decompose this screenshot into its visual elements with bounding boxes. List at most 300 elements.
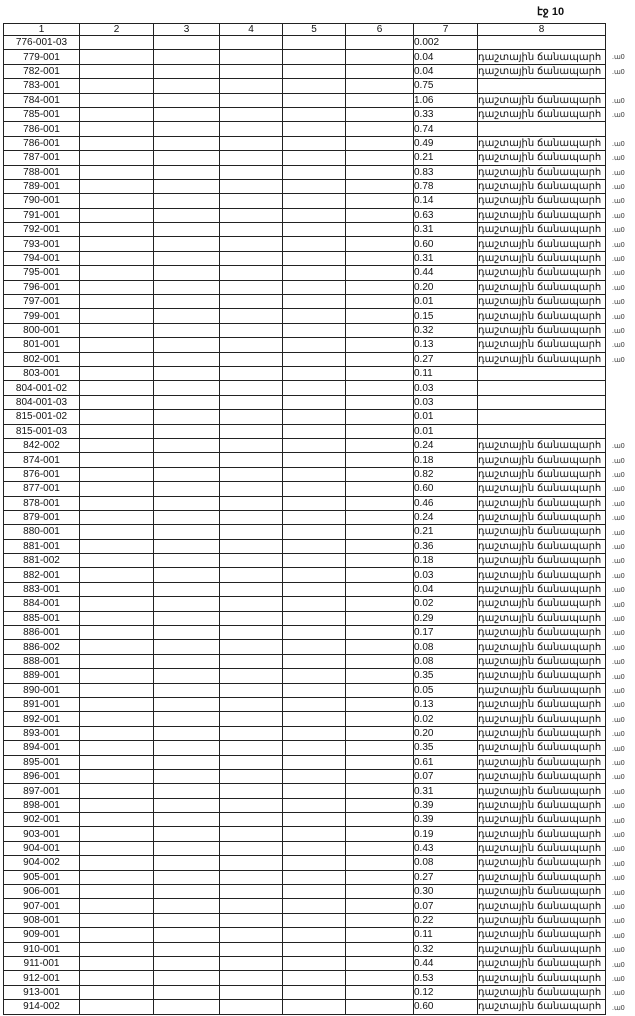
empty-cell [283, 712, 346, 726]
margin-mark: .ա0 [612, 774, 625, 782]
parcel-code-cell: 797-001 [4, 295, 80, 309]
empty-cell [154, 985, 220, 999]
land-type-cell: դաշտային ճանապարհ [478, 597, 606, 611]
page-number-label: էջ 10 [537, 6, 565, 18]
area-cell: 0.60 [414, 1000, 478, 1014]
empty-cell [220, 338, 283, 352]
empty-cell [346, 697, 414, 711]
empty-cell [220, 151, 283, 165]
table-row [4, 122, 606, 136]
margin-mark: .ա0 [612, 500, 625, 508]
empty-cell [154, 280, 220, 294]
land-type-cell: դաշտային ճանապարհ [478, 352, 606, 366]
land-type-cell: դաշտային ճանապարհ [478, 841, 606, 855]
empty-cell [283, 496, 346, 510]
empty-cell [220, 626, 283, 640]
empty-cell [154, 251, 220, 265]
parcel-code-cell: 892-001 [4, 712, 80, 726]
land-type-cell [478, 395, 606, 409]
table-row [4, 309, 606, 323]
area-cell: 0.22 [414, 913, 478, 927]
area-cell: 0.11 [414, 366, 478, 380]
land-type-cell: դաշտային ճանապարհ [478, 223, 606, 237]
empty-cell [346, 438, 414, 452]
table-row [4, 223, 606, 237]
empty-cell [220, 611, 283, 625]
land-type-cell: դաշտային ճանապարհ [478, 813, 606, 827]
margin-mark: .ա0 [612, 299, 625, 307]
margin-mark: .ա0 [612, 227, 625, 235]
empty-cell [346, 482, 414, 496]
parcel-code-cell: 902-001 [4, 813, 80, 827]
empty-cell [154, 669, 220, 683]
area-cell: 0.18 [414, 554, 478, 568]
empty-cell [283, 122, 346, 136]
empty-cell [346, 194, 414, 208]
empty-cell [154, 539, 220, 553]
empty-cell [80, 813, 154, 827]
empty-cell [154, 841, 220, 855]
land-type-cell: դաշտային ճանապարհ [478, 856, 606, 870]
empty-cell [346, 251, 414, 265]
empty-cell [154, 813, 220, 827]
land-type-cell: դաշտային ճանապարհ [478, 784, 606, 798]
empty-cell [346, 381, 414, 395]
empty-cell [80, 525, 154, 539]
area-cell: 0.13 [414, 697, 478, 711]
empty-cell [80, 870, 154, 884]
table-row [4, 813, 606, 827]
empty-cell [80, 554, 154, 568]
empty-cell [220, 726, 283, 740]
land-type-cell: դաշտային ճանապարհ [478, 726, 606, 740]
empty-cell [283, 381, 346, 395]
empty-cell [220, 554, 283, 568]
empty-cell [80, 798, 154, 812]
parcel-code-cell: 888-001 [4, 654, 80, 668]
table-row [4, 669, 606, 683]
margin-mark: .ա0 [612, 54, 625, 62]
margin-mark: .ա0 [612, 284, 625, 292]
empty-cell [283, 194, 346, 208]
empty-cell [346, 151, 414, 165]
empty-cell [283, 568, 346, 582]
empty-cell [220, 539, 283, 553]
table-row [4, 827, 606, 841]
empty-cell [346, 352, 414, 366]
empty-cell [346, 870, 414, 884]
empty-cell [154, 381, 220, 395]
area-cell: 0.14 [414, 194, 478, 208]
area-cell: 0.05 [414, 683, 478, 697]
empty-cell [283, 755, 346, 769]
table-row [4, 1000, 606, 1014]
empty-cell [220, 309, 283, 323]
land-type-cell: դաշտային ճանապարհ [478, 769, 606, 783]
area-cell: 0.31 [414, 251, 478, 265]
empty-cell [283, 438, 346, 452]
empty-cell [220, 453, 283, 467]
column-header: 5 [283, 24, 346, 36]
empty-cell [80, 626, 154, 640]
empty-cell [346, 554, 414, 568]
land-type-cell: դաշտային ճանապարհ [478, 251, 606, 265]
empty-cell [154, 410, 220, 424]
area-cell: 0.30 [414, 885, 478, 899]
table-row [4, 769, 606, 783]
empty-cell [283, 352, 346, 366]
margin-mark: .ա0 [612, 659, 625, 667]
empty-cell [346, 741, 414, 755]
empty-cell [283, 899, 346, 913]
empty-cell [80, 64, 154, 78]
empty-cell [220, 280, 283, 294]
margin-mark: .ա0 [612, 169, 625, 177]
empty-cell [220, 597, 283, 611]
table-row [4, 179, 606, 193]
empty-cell [220, 798, 283, 812]
parcel-code-cell: 876-001 [4, 467, 80, 481]
margin-mark: .ա0 [612, 515, 625, 523]
empty-cell [154, 755, 220, 769]
parcel-code-cell: 842-002 [4, 438, 80, 452]
empty-cell [154, 122, 220, 136]
empty-cell [346, 165, 414, 179]
table-row [4, 582, 606, 596]
empty-cell [154, 395, 220, 409]
empty-cell [80, 784, 154, 798]
margin-mark: .ա0 [612, 486, 625, 494]
margin-mark: .ա0 [612, 356, 625, 364]
empty-cell [154, 712, 220, 726]
empty-cell [220, 395, 283, 409]
empty-cell [220, 741, 283, 755]
area-cell: 0.39 [414, 798, 478, 812]
empty-cell [154, 769, 220, 783]
parcel-code-cell: 785-001 [4, 107, 80, 121]
land-type-cell: դաշտային ճանապարհ [478, 438, 606, 452]
land-type-cell: դաշտային ճանապարհ [478, 798, 606, 812]
empty-cell [80, 741, 154, 755]
empty-cell [80, 136, 154, 150]
area-cell: 0.36 [414, 539, 478, 553]
land-type-cell: դաշտային ճանապարհ [478, 741, 606, 755]
parcel-code-cell: 783-001 [4, 79, 80, 93]
empty-cell [346, 136, 414, 150]
land-type-cell: դաշտային ճանապարհ [478, 208, 606, 222]
empty-cell [346, 568, 414, 582]
area-cell: 0.35 [414, 741, 478, 755]
empty-cell [154, 438, 220, 452]
empty-cell [80, 697, 154, 711]
empty-cell [220, 899, 283, 913]
table-row [4, 928, 606, 942]
empty-cell [283, 741, 346, 755]
empty-cell [80, 769, 154, 783]
margin-mark: .ա0 [612, 112, 625, 119]
empty-cell [283, 165, 346, 179]
parcel-code-cell: 815-001-03 [4, 424, 80, 438]
column-header: 3 [154, 24, 220, 36]
parcel-code-cell: 779-001 [4, 50, 80, 64]
parcel-code-cell: 804-001-03 [4, 395, 80, 409]
table-body [4, 36, 606, 1015]
margin-mark: .ա0 [612, 630, 625, 638]
area-cell: 0.01 [414, 295, 478, 309]
empty-cell [80, 323, 154, 337]
land-type-cell: դաշտային ճանապարհ [478, 539, 606, 553]
land-type-cell: դաշտային ճանապարհ [478, 683, 606, 697]
empty-cell [220, 107, 283, 121]
parcel-code-cell: 907-001 [4, 899, 80, 913]
empty-cell [346, 93, 414, 107]
empty-cell [283, 582, 346, 596]
table-row [4, 352, 606, 366]
table-row [4, 798, 606, 812]
empty-cell [80, 79, 154, 93]
empty-cell [346, 669, 414, 683]
area-cell: 0.53 [414, 971, 478, 985]
table-row [4, 467, 606, 481]
empty-cell [283, 669, 346, 683]
empty-cell [220, 683, 283, 697]
empty-cell [220, 885, 283, 899]
empty-cell [80, 424, 154, 438]
margin-mark: .ա0 [612, 918, 625, 926]
parcel-code-cell: 889-001 [4, 669, 80, 683]
area-cell: 0.03 [414, 395, 478, 409]
empty-cell [283, 79, 346, 93]
empty-cell [154, 726, 220, 740]
empty-cell [346, 683, 414, 697]
empty-cell [220, 856, 283, 870]
empty-cell [283, 467, 346, 481]
table-row [4, 913, 606, 927]
land-type-cell [478, 36, 606, 50]
parcel-code-cell: 903-001 [4, 827, 80, 841]
empty-cell [220, 438, 283, 452]
area-cell: 0.04 [414, 50, 478, 64]
margin-mark: .ա0 [612, 688, 625, 695]
margin-mark: .ա0 [612, 947, 625, 955]
empty-cell [154, 611, 220, 625]
parcel-code-cell: 883-001 [4, 582, 80, 596]
land-type-cell: դաշտային ճանապարհ [478, 295, 606, 309]
empty-cell [283, 266, 346, 280]
empty-cell [80, 482, 154, 496]
table-row [4, 237, 606, 251]
margin-mark: .ա0 [612, 313, 625, 321]
table-row [4, 165, 606, 179]
table-row [4, 683, 606, 697]
margin-mark: .ա0 [612, 932, 625, 940]
margin-mark: .ա0 [612, 731, 625, 739]
land-type-cell: դաշտային ճանապարհ [478, 179, 606, 193]
parcel-code-cell: 878-001 [4, 496, 80, 510]
area-cell: 0.20 [414, 280, 478, 294]
parcel-code-cell: 877-001 [4, 482, 80, 496]
area-cell: 0.08 [414, 856, 478, 870]
empty-cell [80, 856, 154, 870]
land-type-cell: դաշտային ճանապարհ [478, 266, 606, 280]
empty-cell [346, 928, 414, 942]
area-cell: 0.21 [414, 151, 478, 165]
land-type-cell: դաշտային ճանապարհ [478, 554, 606, 568]
area-cell: 1.06 [414, 93, 478, 107]
empty-cell [283, 827, 346, 841]
land-type-cell: դաշտային ճանապարհ [478, 482, 606, 496]
empty-cell [346, 899, 414, 913]
empty-cell [283, 251, 346, 265]
empty-cell [80, 438, 154, 452]
empty-cell [283, 151, 346, 165]
empty-cell [80, 755, 154, 769]
margin-mark: .ա0 [612, 256, 625, 263]
empty-cell [154, 323, 220, 337]
land-type-cell: դաշտային ճանապարհ [478, 582, 606, 596]
empty-cell [346, 769, 414, 783]
empty-cell [80, 251, 154, 265]
table-row [4, 424, 606, 438]
land-type-cell: դաշտային ճանապարհ [478, 338, 606, 352]
empty-cell [220, 870, 283, 884]
area-cell: 0.01 [414, 424, 478, 438]
empty-cell [346, 64, 414, 78]
margin-mark: .ա0 [612, 817, 625, 825]
empty-cell [283, 654, 346, 668]
area-cell: 0.04 [414, 582, 478, 596]
table-row [4, 93, 606, 107]
empty-cell [154, 510, 220, 524]
empty-cell [80, 640, 154, 654]
margin-mark: .ա0 [612, 976, 625, 983]
empty-cell [154, 957, 220, 971]
empty-cell [80, 942, 154, 956]
empty-cell [283, 985, 346, 999]
land-type-cell: դաշտային ճանապարհ [478, 93, 606, 107]
land-type-cell: դաշտային ճանապարհ [478, 280, 606, 294]
area-cell: 0.78 [414, 179, 478, 193]
table-row [4, 784, 606, 798]
empty-cell [80, 611, 154, 625]
parcel-code-cell: 904-002 [4, 856, 80, 870]
table-row [4, 496, 606, 510]
empty-cell [220, 165, 283, 179]
empty-cell [220, 971, 283, 985]
empty-cell [154, 208, 220, 222]
empty-cell [154, 798, 220, 812]
margin-mark: .ա0 [612, 457, 625, 465]
parcel-code-cell: 895-001 [4, 755, 80, 769]
empty-cell [80, 280, 154, 294]
empty-cell [283, 597, 346, 611]
parcel-code-cell: 793-001 [4, 237, 80, 251]
land-type-cell: դաշտային ճանապարհ [478, 885, 606, 899]
area-cell: 0.17 [414, 626, 478, 640]
empty-cell [283, 64, 346, 78]
empty-cell [154, 136, 220, 150]
empty-cell [220, 697, 283, 711]
table-row [4, 36, 606, 50]
empty-cell [346, 841, 414, 855]
parcel-code-cell: 787-001 [4, 151, 80, 165]
empty-cell [80, 194, 154, 208]
table-row [4, 510, 606, 524]
margin-mark: .ա0 [612, 760, 625, 767]
margin-mark: .ա0 [612, 472, 625, 479]
empty-cell [220, 266, 283, 280]
parcel-code-cell: 792-001 [4, 223, 80, 237]
margin-mark: .ա0 [612, 788, 625, 796]
area-cell: 0.29 [414, 611, 478, 625]
parcel-code-cell: 890-001 [4, 683, 80, 697]
area-cell: 0.31 [414, 784, 478, 798]
table-row [4, 438, 606, 452]
margin-mark: .ա0 [612, 702, 625, 710]
empty-cell [346, 424, 414, 438]
empty-cell [346, 856, 414, 870]
empty-cell [283, 626, 346, 640]
margin-mark: .ա0 [612, 803, 625, 811]
empty-cell [220, 913, 283, 927]
area-cell: 0.02 [414, 712, 478, 726]
empty-cell [220, 957, 283, 971]
empty-cell [283, 769, 346, 783]
margin-mark: .ա0 [612, 328, 625, 335]
parcel-code-cell: 891-001 [4, 697, 80, 711]
empty-cell [154, 309, 220, 323]
empty-cell [346, 885, 414, 899]
parcel-code-cell: 912-001 [4, 971, 80, 985]
land-type-cell: դաշտային ճանապարհ [478, 151, 606, 165]
table-row [4, 381, 606, 395]
empty-cell [220, 525, 283, 539]
land-type-cell: դաշտային ճանապարհ [478, 136, 606, 150]
empty-cell [346, 107, 414, 121]
table-row [4, 755, 606, 769]
table-row [4, 554, 606, 568]
empty-cell [154, 352, 220, 366]
empty-cell [283, 957, 346, 971]
land-type-cell: դաշտային ճանապարհ [478, 985, 606, 999]
parcel-code-cell: 882-001 [4, 568, 80, 582]
empty-cell [154, 295, 220, 309]
empty-cell [283, 295, 346, 309]
margin-mark: .ա0 [612, 616, 625, 623]
empty-cell [283, 1000, 346, 1014]
empty-cell [220, 1000, 283, 1014]
empty-cell [220, 122, 283, 136]
parcel-code-cell: 790-001 [4, 194, 80, 208]
empty-cell [154, 64, 220, 78]
empty-cell [220, 179, 283, 193]
empty-cell [80, 179, 154, 193]
area-cell: 0.03 [414, 381, 478, 395]
empty-cell [283, 424, 346, 438]
parcel-code-cell: 909-001 [4, 928, 80, 942]
parcel-code-cell: 879-001 [4, 510, 80, 524]
empty-cell [220, 669, 283, 683]
area-cell: 0.82 [414, 467, 478, 481]
empty-cell [346, 179, 414, 193]
empty-cell [283, 611, 346, 625]
empty-cell [220, 93, 283, 107]
table-row [4, 870, 606, 884]
margin-mark: .ա0 [612, 1004, 625, 1012]
land-type-cell: դաշտային ճանապարհ [478, 107, 606, 121]
empty-cell [154, 453, 220, 467]
empty-cell [80, 683, 154, 697]
